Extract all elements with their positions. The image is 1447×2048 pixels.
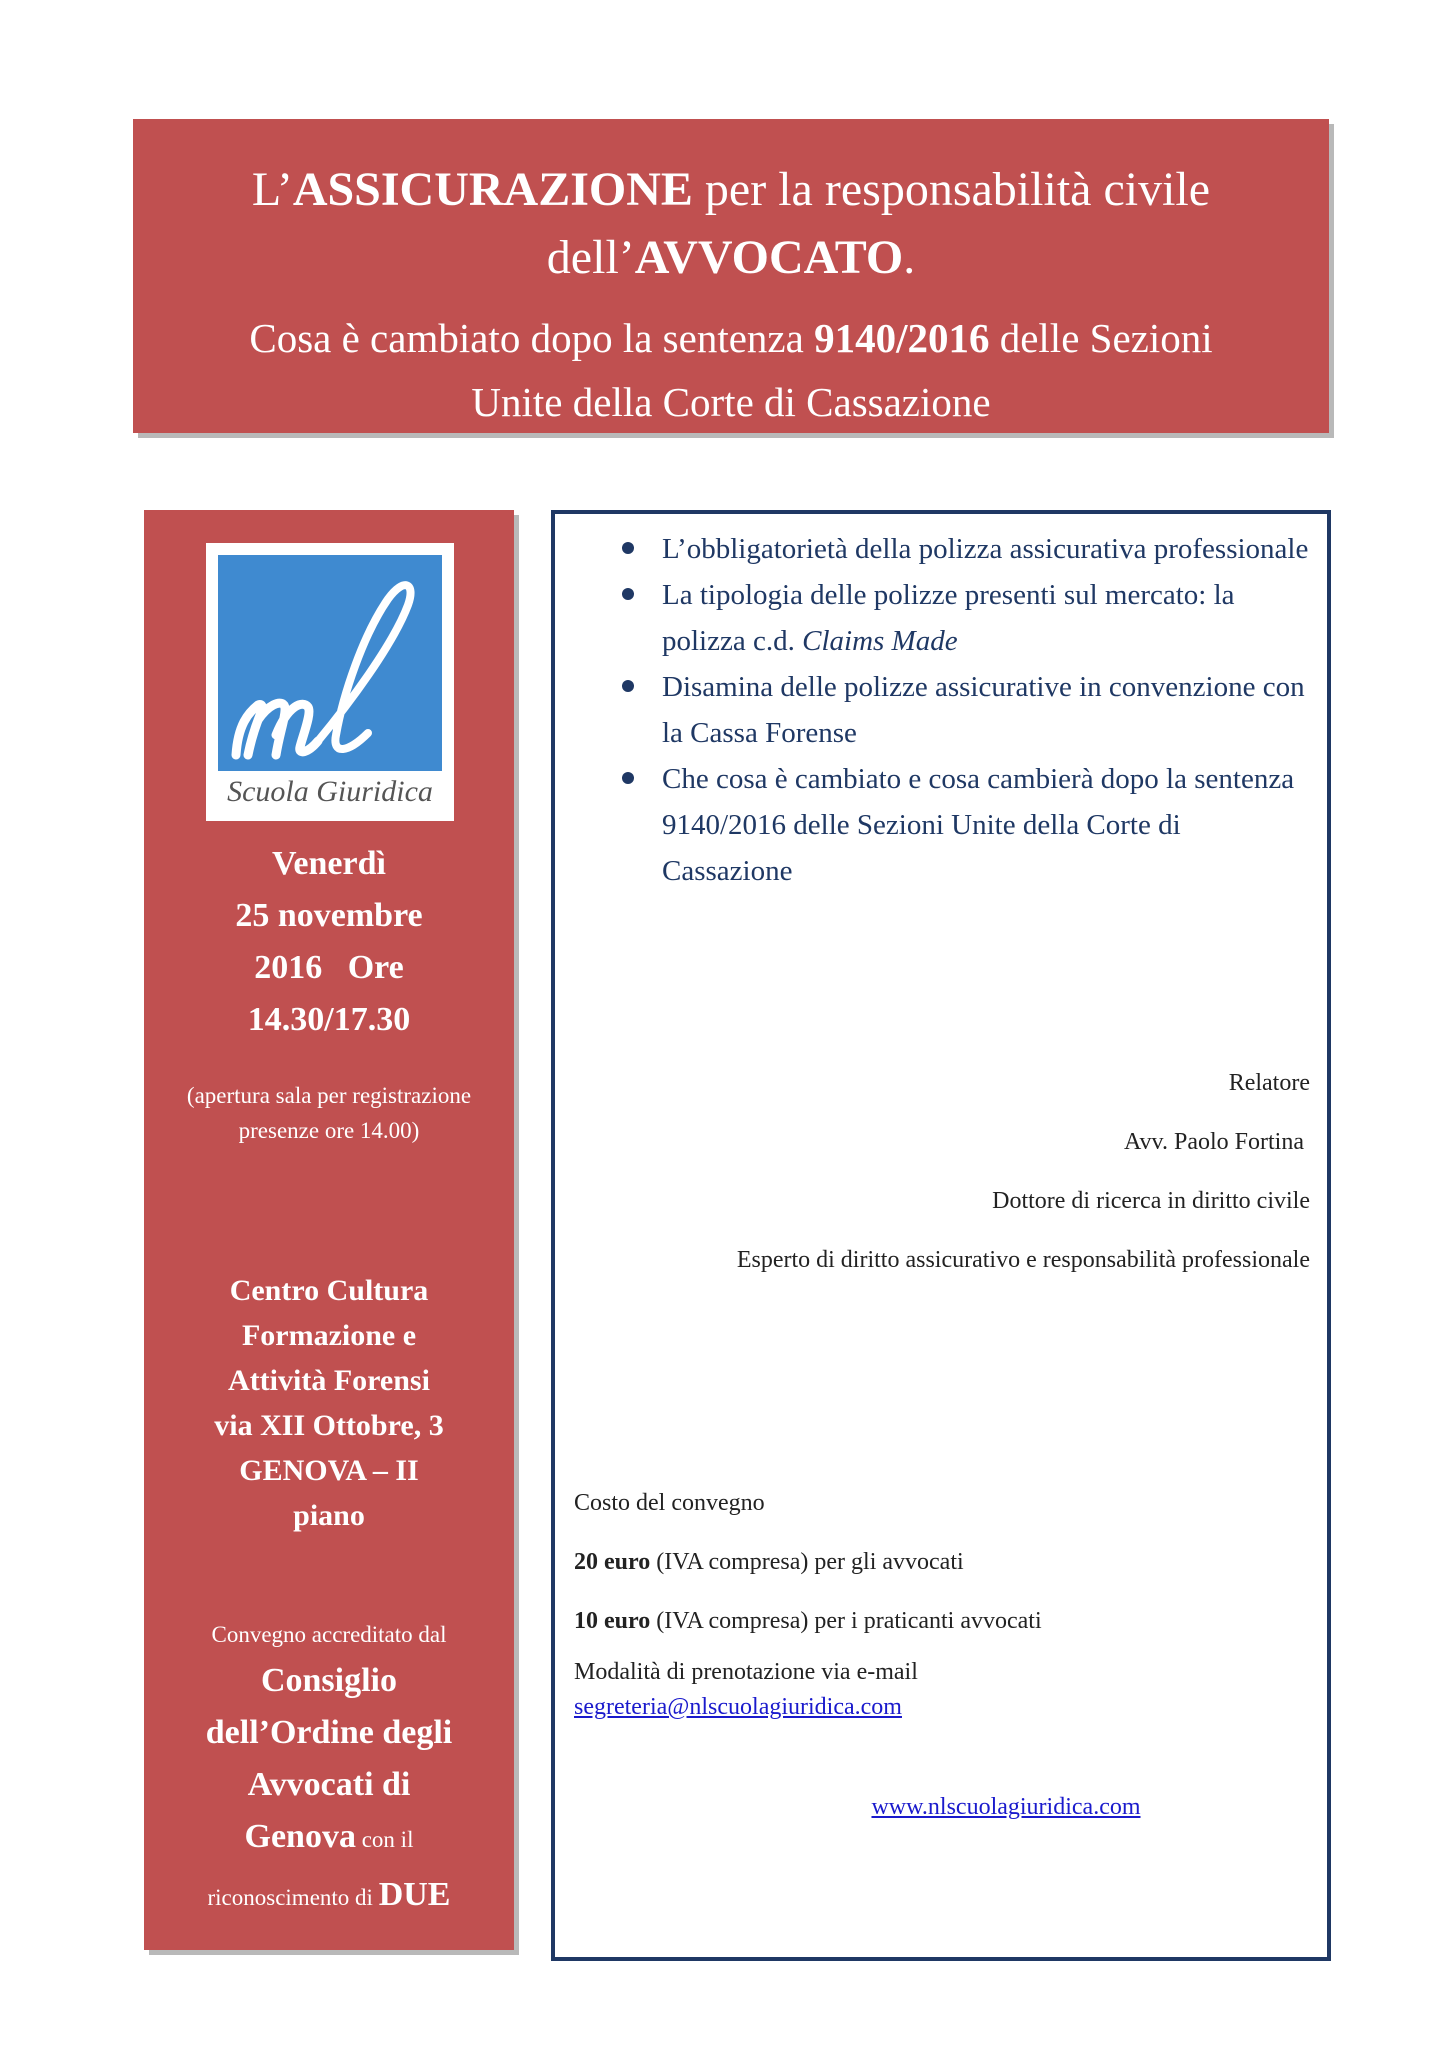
speaker-info [737,1054,1310,1290]
list-item: L’obbligatorietà della polizza assicurativa professionale [555,526,1315,572]
list-item: La tipologia delle polizze presenti sul mercato: la polizza c.d. Claims Made [555,572,1315,664]
event-date: Venerdì 25 novembre 2016 Ore 14.30/17.30 [235,845,423,1038]
email-link[interactable]: segreteria@nlscuolagiuridica.com [574,1694,902,1720]
speaker-role: Esperto di diritto assicurativo e responsabilità professionale [736,1247,1310,1273]
school-logo [206,543,454,821]
booking-info: Modalità di prenotazione via e-mail segreteria@nlscuolagiuridica.com [574,1659,918,1720]
cost-info [574,1474,1314,1725]
website-block [555,1794,1327,1821]
list-item: Disamina delle polizze assicurative in convenzione con la Cassa Forense [555,664,1315,756]
bullet-icon [622,542,634,554]
program-panel [551,510,1331,1961]
cost-title: Costo del convegno [574,1490,765,1516]
title-banner [133,119,1329,433]
logo-caption: Scuola Giuridica [227,775,433,808]
bullet-icon [622,588,634,600]
logo-mark [218,555,442,771]
event-info-panel [144,510,514,1950]
accreditation: Convegno accreditato dal Consiglio dell’Ordine degli Avvocati di Genova con il riconoscimento di DUE [205,1622,453,1913]
venue-address: Centro Cultura Formazione e Attività Forensi via XII Ottobre, 3 GENOVA – II piano [214,1274,444,1532]
speaker-role: Dottore di ricerca in diritto civile [992,1188,1310,1214]
title: L’ASSICURAZIONE per la responsabilità civile dell’AVVOCATO. [251,163,1211,284]
topic-list [555,526,1315,894]
monogram-icon [218,555,442,771]
list-item: Che cosa è cambiato e cosa cambierà dopo la sentenza 9140/2016 delle Sezioni Unite della Corte di Cassazione [555,756,1315,894]
price-lawyers: 20 euro (IVA compresa) per gli avvocati [574,1549,964,1575]
subtitle: Cosa è cambiato dopo la sentenza 9140/2016 delle Sezioni Unite della Corte di Cassazione [249,315,1213,425]
speaker-name: Avv. Paolo Fortina [1124,1129,1304,1155]
price-trainees: 10 euro (IVA compresa) per i praticanti avvocati [574,1608,1042,1634]
bullet-icon [622,772,634,784]
website-link[interactable]: www.nlscuolagiuridica.com [871,1794,1141,1820]
registration-note: (apertura sala per registrazione presenze ore 14.00) [186,1083,472,1143]
bullet-icon [622,680,634,692]
speaker-label: Relatore [1228,1070,1310,1096]
